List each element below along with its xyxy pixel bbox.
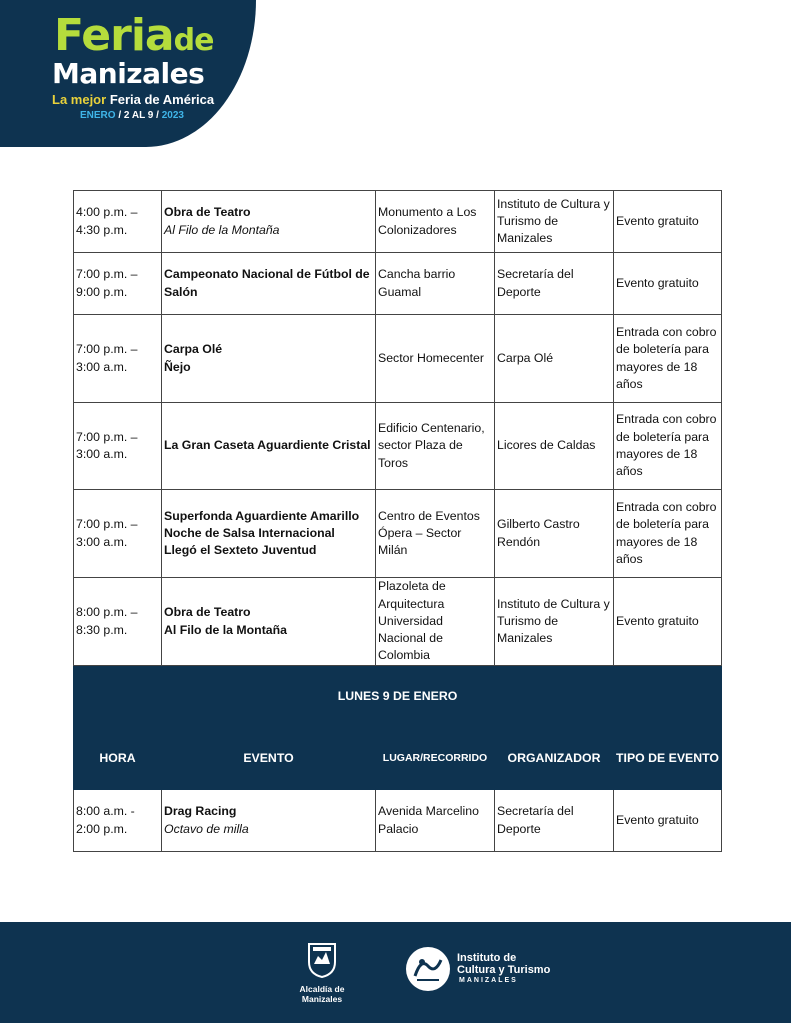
- schedule-rows-after: [74, 790, 722, 852]
- hora-line: 9:00 p.m.: [76, 284, 128, 299]
- dates-month: ENERO: [80, 110, 116, 121]
- cell-lugar: Plazoleta de Arquitectura Universidad Nacional de Colombia: [376, 578, 495, 666]
- schedule-rows-before: [74, 191, 722, 666]
- col-tipo: TIPO DE EVENTO: [614, 729, 722, 790]
- evento-subtitle: Al Filo de la Montaña: [164, 222, 280, 237]
- evento-title: Superfonda Aguardiente Amarillo: [164, 508, 360, 523]
- footer: [0, 922, 791, 1023]
- cell-tipo: Evento gratuito: [614, 253, 722, 315]
- cell-organizador: Licores de Caldas: [495, 403, 614, 490]
- cell-evento: [162, 253, 376, 315]
- alcaldia-logo: [280, 942, 364, 1004]
- cell-lugar: Avenida Marcelino Palacio: [376, 790, 495, 852]
- hora-line: 8:00 a.m. -: [76, 804, 135, 819]
- table-row: [74, 253, 722, 315]
- evento-title: Llegó el Sexteto Juventud: [164, 543, 317, 558]
- evento-title: Obra de Teatro: [164, 605, 251, 620]
- hora-line: 3:00 a.m.: [76, 359, 128, 374]
- cell-hora: [74, 578, 162, 666]
- cell-tipo: Entrada con cobro de boletería para mayores de 18 años: [614, 403, 722, 490]
- dates-year: 2023: [161, 110, 184, 121]
- table-row: [74, 315, 722, 403]
- hora-line: 7:00 p.m. –: [76, 342, 138, 357]
- cell-hora: [74, 490, 162, 578]
- col-hora: HORA: [74, 729, 162, 790]
- table-row: [74, 490, 722, 578]
- table-row: [74, 578, 722, 666]
- cell-lugar: Sector Homecenter: [376, 315, 495, 403]
- cell-evento: [162, 790, 376, 852]
- evento-title: Drag Racing: [164, 804, 237, 819]
- evento-subtitle: Octavo de milla: [164, 821, 249, 836]
- cell-hora: [74, 790, 162, 852]
- table-row: [74, 191, 722, 253]
- col-organizador: ORGANIZADOR: [495, 729, 614, 790]
- evento-title: Ñejo: [164, 359, 191, 374]
- cell-lugar: Centro de Eventos Ópera – Sector Milán: [376, 490, 495, 578]
- cell-evento: [162, 315, 376, 403]
- cell-lugar: Monumento a Los Colonizadores: [376, 191, 495, 253]
- cell-hora: [74, 253, 162, 315]
- hora-line: 3:00 a.m.: [76, 534, 128, 549]
- instituto-line1: Instituto de: [457, 952, 517, 964]
- cell-organizador: Instituto de Cultura y Turismo de Manizales: [495, 578, 614, 666]
- logo-word-feria: Feria: [54, 10, 174, 61]
- col-lugar: LUGAR/RECORRIDO: [376, 729, 495, 790]
- tagline-part-a: La mejor: [52, 92, 107, 107]
- cell-hora: [74, 315, 162, 403]
- logo-subtitle: Manizales: [52, 57, 205, 90]
- logo-dates: [80, 110, 184, 121]
- header-logo: [0, 0, 256, 147]
- instituto-line3: MANIZALES: [459, 977, 518, 984]
- column-header-row: [74, 729, 722, 790]
- evento-title: Campeonato Nacional de Fútbol de Salón: [164, 267, 370, 299]
- hora-line: 4:00 p.m. –: [76, 205, 138, 220]
- day-section: [74, 666, 722, 790]
- schedule-table: [73, 190, 722, 852]
- logo-tagline: [52, 92, 214, 107]
- hora-line: 8:30 p.m.: [76, 622, 128, 637]
- alcaldia-shield-icon: [307, 942, 337, 978]
- hora-line: 4:30 p.m.: [76, 222, 128, 237]
- tagline-part-b: Feria de América: [109, 92, 215, 107]
- evento-title: Noche de Salsa Internacional: [164, 525, 335, 540]
- hora-line: 8:00 p.m. –: [76, 605, 138, 620]
- logo-word-de: de: [173, 23, 214, 58]
- col-evento: EVENTO: [162, 729, 376, 790]
- instituto-line2: Cultura y Turismo: [457, 964, 551, 976]
- dates-range: / 2 AL 9 /: [118, 110, 159, 121]
- cell-tipo: Evento gratuito: [614, 191, 722, 253]
- logo-title: [54, 10, 214, 61]
- alcaldia-text: Alcaldía de Manizales: [299, 984, 345, 1004]
- day-heading-row: [74, 666, 722, 729]
- hora-line: 2:00 p.m.: [76, 821, 128, 836]
- evento-title: Obra de Teatro: [164, 205, 251, 220]
- instituto-logo-icon: [405, 946, 451, 992]
- evento-title: Al Filo de la Montaña: [164, 622, 287, 637]
- cell-tipo: Evento gratuito: [614, 790, 722, 852]
- cell-lugar: Edificio Centenario, sector Plaza de Toros: [376, 403, 495, 490]
- cell-organizador: Gilberto Castro Rendón: [495, 490, 614, 578]
- cell-hora: [74, 191, 162, 253]
- cell-tipo: Entrada con cobro de boletería para mayores de 18 años: [614, 490, 722, 578]
- cell-tipo: Evento gratuito: [614, 578, 722, 666]
- cell-tipo: Entrada con cobro de boletería para mayores de 18 años: [614, 315, 722, 403]
- table-row: [74, 403, 722, 490]
- cell-evento: [162, 490, 376, 578]
- cell-lugar: Cancha barrio Guamal: [376, 253, 495, 315]
- day-heading: LUNES 9 DE ENERO: [74, 666, 722, 729]
- hora-line: 7:00 p.m. –: [76, 517, 138, 532]
- cell-evento: [162, 578, 376, 666]
- hora-line: 3:00 a.m.: [76, 447, 128, 461]
- hora-line: 7:00 p.m. –: [76, 429, 138, 444]
- hora-line: 7:00 p.m. –: [76, 267, 138, 282]
- cell-organizador: Secretaría del Deporte: [495, 253, 614, 315]
- cell-organizador: Carpa Olé: [495, 315, 614, 403]
- cell-evento: [162, 191, 376, 253]
- instituto-text: [457, 952, 550, 976]
- evento-title: La Gran Caseta Aguardiente Cristal: [164, 438, 371, 453]
- cell-evento: [162, 403, 376, 490]
- cell-organizador: Secretaría del Deporte: [495, 790, 614, 852]
- evento-title: Carpa Olé: [164, 342, 223, 357]
- cell-hora: [74, 403, 162, 490]
- cell-organizador: Instituto de Cultura y Turismo de Manizales: [495, 191, 614, 253]
- table-row: [74, 790, 722, 852]
